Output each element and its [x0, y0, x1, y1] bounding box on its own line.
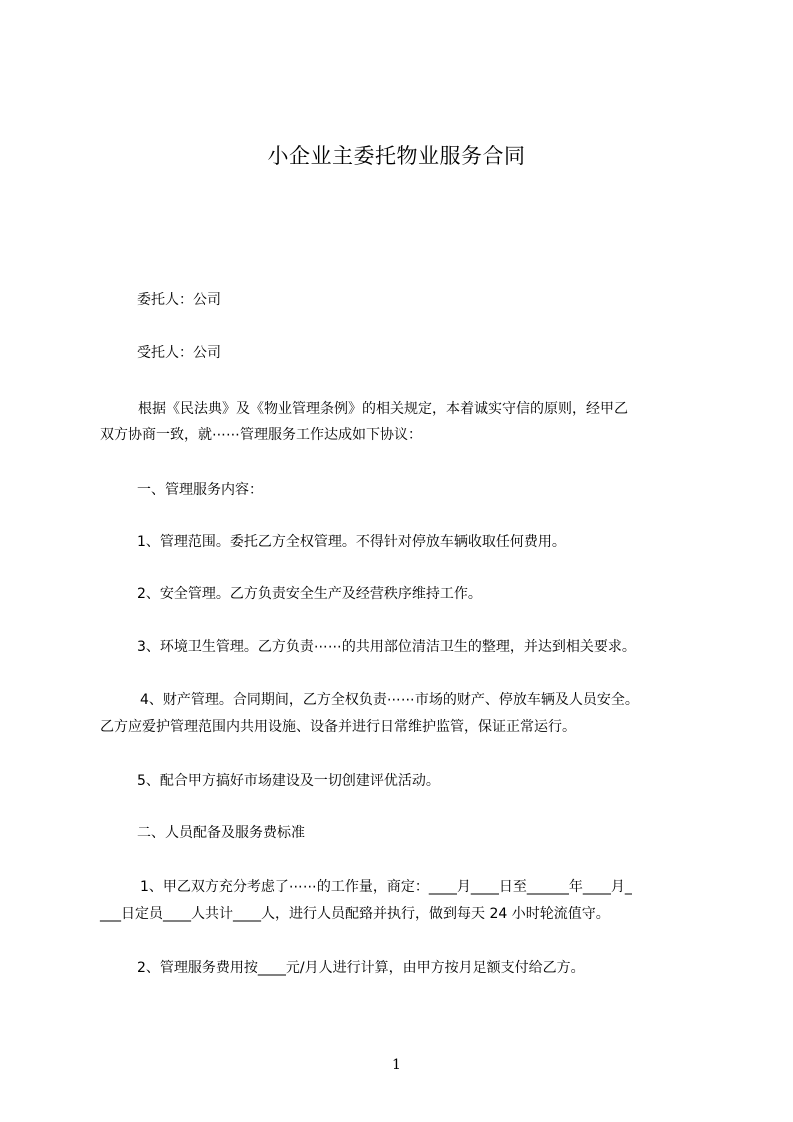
intro-paragraph-line-2: 双方协商一致，就⋯⋯管理服务工作达成如下协议：	[100, 427, 422, 443]
clause-2-2: 2、管理服务费用按____元/月人进行计算，由甲方按月足额支付给乙方。	[137, 960, 585, 976]
clause-2-1-line-2: ___日定员____人共计____人，进行人员配臵并执行，做到每天 24 小时轮流值守。	[100, 906, 610, 922]
section-heading-1: 一、管理服务内容：	[137, 482, 263, 498]
clause-1-4-line-2: 乙方应爱护管理范围内共用设施、设备并进行日常维护监管，保证正常运行。	[100, 719, 576, 735]
trustee-line: 受托人：公司	[137, 345, 221, 361]
clause-1-5: 5、配合甲方搞好市场建设及一切创建评优活动。	[137, 773, 440, 789]
clause-1-2: 2、安全管理。乙方负责安全生产及经营秩序维持工作。	[137, 586, 482, 602]
clause-2-1-line-1: 1、甲乙双方充分考虑了⋯⋯的工作量，商定：____月____日至______年____月_	[140, 879, 632, 895]
section-heading-2: 二、人员配备及服务费标准	[137, 825, 305, 841]
page-number: 1	[392, 1057, 401, 1073]
clause-1-1: 1、管理范围。委托乙方全权管理。不得针对停放车辆收取任何费用。	[137, 534, 566, 550]
intro-paragraph-line-1: 根据《民法典》及《物业管理条例》的相关规定，本着诚实守信的原则，经甲乙	[138, 401, 628, 417]
principal-line: 委托人：公司	[137, 292, 221, 308]
clause-1-3: 3、环境卫生管理。乙方负责⋯⋯的共用部位清洁卫生的整理，并达到相关要求。	[137, 639, 636, 655]
document-title: 小企业主委托物业服务合同	[267, 144, 526, 168]
clause-1-4-line-1: 4、财产管理。合同期间，乙方全权负责⋯⋯市场的财产、停放车辆及人员安全。	[140, 692, 639, 708]
